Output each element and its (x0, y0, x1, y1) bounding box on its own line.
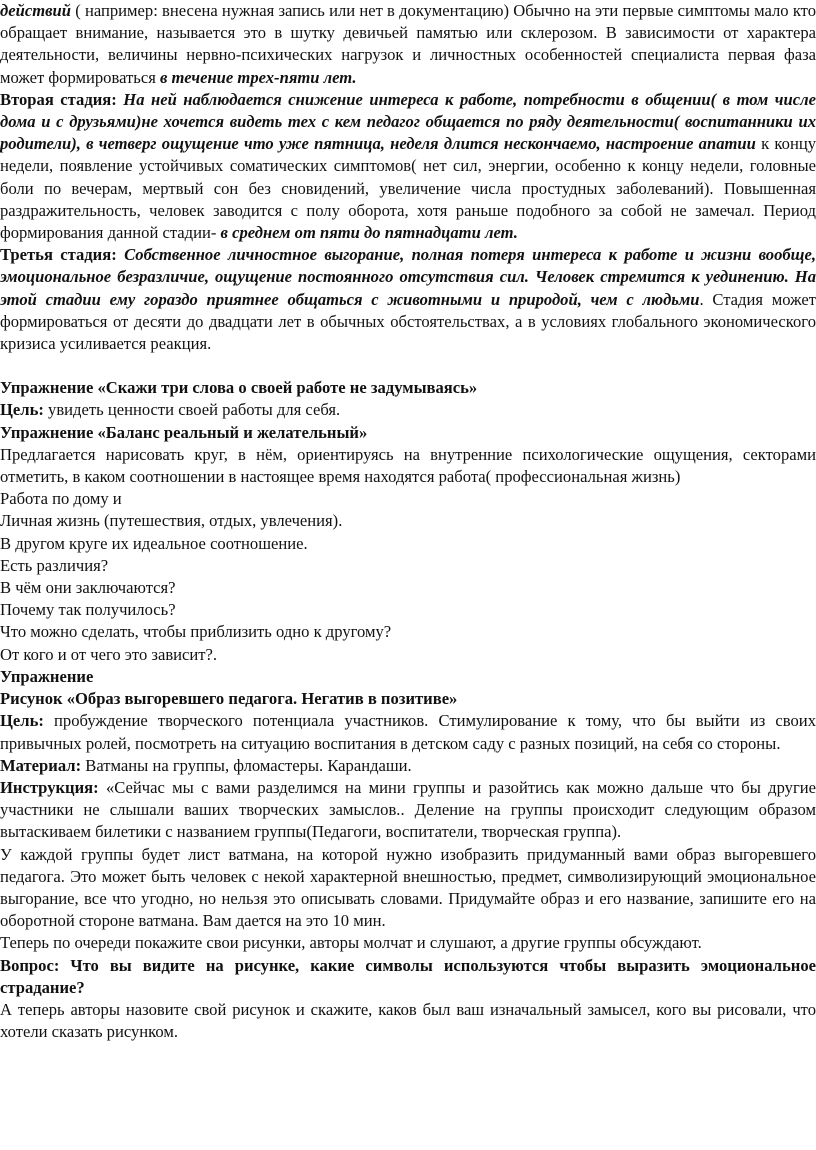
exercise-balance-line: В другом круге их идеальное соотношение. (0, 533, 308, 553)
exercise-three-words-goal: Цель: увидеть ценности своей работы для себя. (0, 400, 341, 420)
exercise-balance-line: Почему так получилось? (0, 600, 176, 620)
exercise-drawing-paragraph: У каждой группы будет лист ватмана, на которой нужно изобразить придуманный вами образ выгоревшего педагога. Это может быть человек с некой характерной внешностью, предмет, символизирующий эмоциональное выгорание, все что угодно, но нельзя это описывать словами. Придумайте образ и его название, запишите его на оборотной стороне ватмана. Вам дается на это 10 мин. (0, 844, 816, 931)
exercise-drawing-instruction: Инструкция: «Сейчас мы с вами разделимся на мини группы и разойтись как можно дальше что бы другие участники не слышали ваших творческих замыслов.. Деление на группы происходит следующим образом вытаскиваем билетики с названием группы(Педагоги, воспитатели, творческая группа). (0, 777, 816, 842)
exercise-drawing-heading: Упражнение (0, 666, 94, 686)
exercise-balance-line: В чём они заключаются? (0, 578, 176, 598)
exercise-balance-line: Есть различия? (0, 555, 109, 575)
exercise-drawing-title: Рисунок «Образ выгоревшего педагога. Негатив в позитиве» (0, 689, 458, 709)
exercise-drawing-question: Вопрос: Что вы видите на рисунке, какие символы используются чтобы выразить эмоциональное страдание? (0, 955, 816, 997)
paragraph-third-stage: Третья стадия: Собственное личностное выгорание, полная потеря интереса к работе и жизни вообще, эмоциональное безразличие, ощущение постоянного отсутствия сил. Человек стремится к уединению. На этой стадии ему гораздо приятнее общаться с животными и природой, чем с людьми. Стадия может формироваться от десяти до двадцати лет в обычных обстоятельствах, а в условиях глобального экономического кризиса усиливается реакция. (0, 245, 816, 354)
exercise-drawing-paragraph: Теперь по очереди покажите свои рисунки, авторы молчат и слушают, а другие группы обсуждают. (0, 933, 702, 953)
paragraph-first-stage-end: действий ( например: внесена нужная запись или нет в документацию) Обычно на эти первые симптомы мало кто обращает внимание, называется это в шутку девичьей памятью или склерозом. В зависимости от характера деятельности, величины нервно-психических нагрузок и личностных особенностей специалиста первая фаза может формироваться в течение трех-пяти лет. (0, 1, 816, 87)
exercise-drawing-goal: Цель: пробуждение творческого потенциала участников. Стимулирование к тому, что бы выйти из своих привычных ролей, посмотреть на ситуацию воспитания в детском саду с разных позиций, на себя со стороны. (0, 711, 816, 753)
exercise-balance-line: Работа по дому и (0, 489, 122, 509)
exercise-balance-line: Личная жизнь (путешествия, отдых, увлечения). (0, 511, 343, 531)
exercise-drawing-material: Материал: Ватманы на группы, фломастеры. Карандаши. (0, 755, 412, 775)
blank-line (0, 355, 816, 377)
exercise-three-words-title: Упражнение «Скажи три слова о своей работе не задумываясь» (0, 378, 478, 398)
paragraph-second-stage: Вторая стадия: На ней наблюдается снижение интереса к работе, потребности в общении( в том числе дома и с друзьями)не хочется видеть тех с кем педагог общается по ряду деятельности( воспитанники их родители), в четверг ощущение что уже пятница, неделя длится нескончаемо, настроение апатии к концу недели, появление устойчивых соматических симптомов( нет сил, энергии, особенно к концу недели, головные боли по вечерам, мертвый сон без сновидений, увеличение числа простудных заболеваний). Повышенная раздражительность, человек заводится с полу оборота, хотя раньше подобного за собой не замечал. Период формирования данной стадии- в среднем от пяти до пятнадцати лет. (0, 89, 816, 243)
exercise-balance-intro: Предлагается нарисовать круг, в нём, ориентируясь на внутренние психологические ощущения, секторами отметить, в каком соотношении в настоящее время находятся работа( профессиональная жизнь) (0, 444, 816, 487)
exercise-balance-line: От кого и от чего это зависит?. (0, 644, 218, 664)
exercise-drawing-paragraph: А теперь авторы назовите свой рисунок и скажите, каков был ваш изначальный замысел, кого вы рисовали, что хотели сказать рисунком. (0, 999, 816, 1042)
exercise-balance-line: Что можно сделать, чтобы приблизить одно к другому? (0, 622, 392, 642)
exercise-balance-title: Упражнение «Баланс реальный и желательный» (0, 422, 368, 442)
